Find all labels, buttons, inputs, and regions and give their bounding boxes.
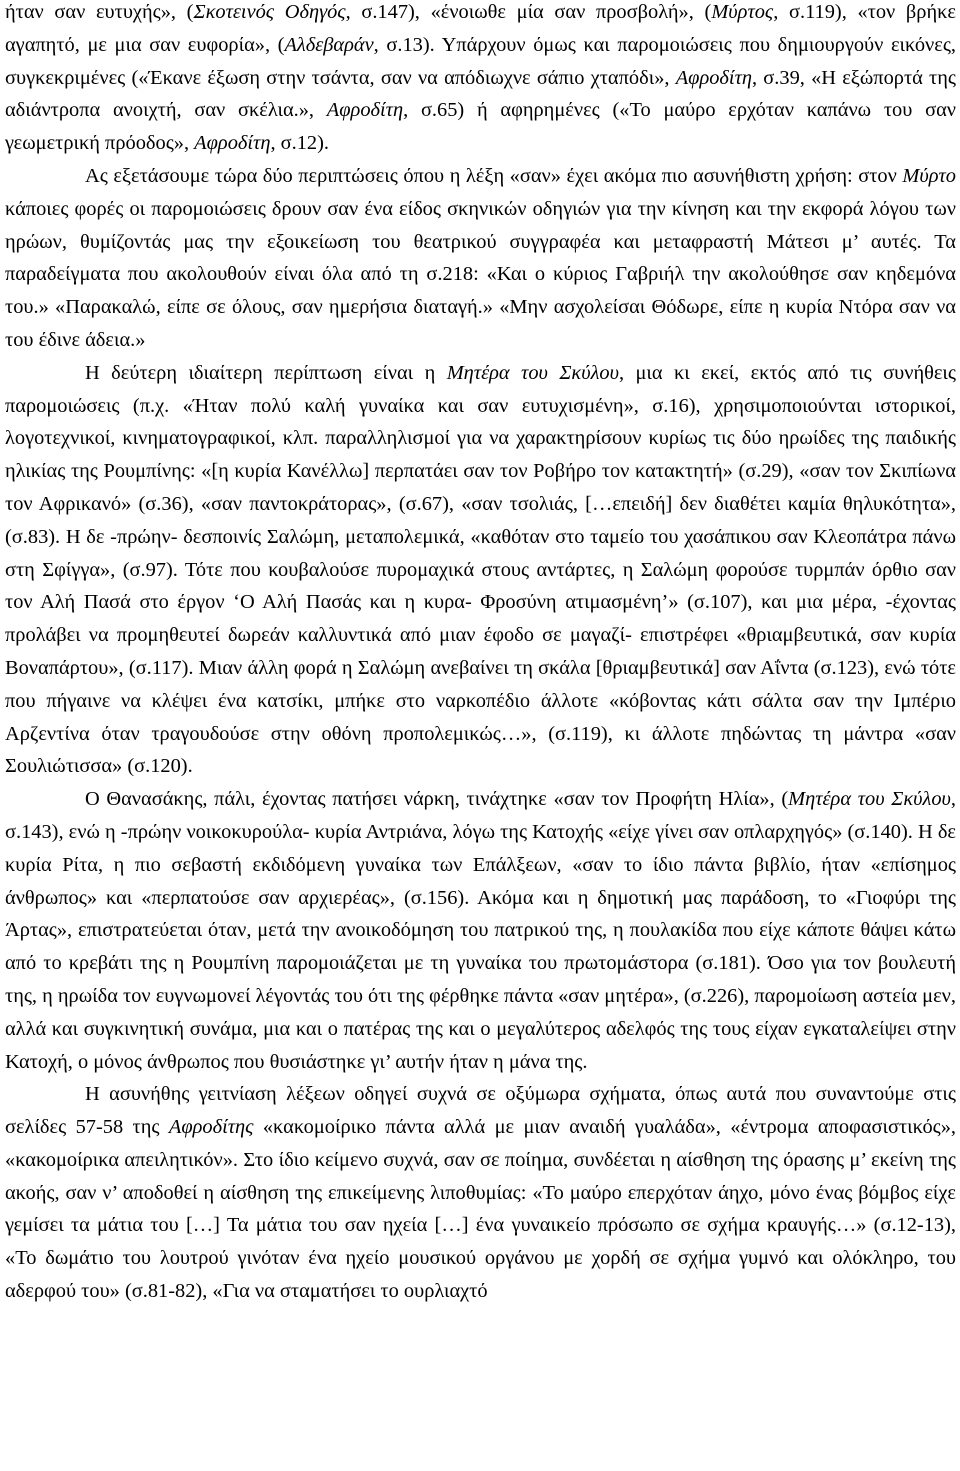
paragraph-text: , σ.143), ενώ η -πρώην νοικοκυρούλα- κυρία Αντριάνα, λόγω της Κατοχής «είχε γίνει σαν οπλαρχηγός» (σ.140). Η δε κυρία Ρίτα, η πιο σεβαστή εκδιδόμενη γυναίκα των Επάλξεων, «σαν το ίδιο πάντα βιβλίο, ήταν «επίσημος άνθρωπος» και «περπατούσε σαν αρχιερέας», (σ.156). Ακόμα και η δημοτική μας παράδοση, το «Γιοφύρι της Άρτας», επιστρατεύεται όταν, μετά την ανοικοδόμηση του πατρικού της, η πουλακίδα που είχε κάποτε θάψει κάτω από το κρεβάτι της η Ρουμπίνη παρομοιάζεται με τη γυναίκα του πρωτομάστορα (σ.181). Όσο για τον βουλευτή της, η ηρωίδα τον ευγνωμονεί λέγοντάς του ότι της φέρθηκε πάντα «σαν μητέρα», (σ.226), παρομοίωση αστεία μεν, αλλά και συγκινητική συνάμα, μια και ο πατέρας της και ο μεγαλύτερος αδελφός της τους είχαν εγκαταλείψει στην Κατοχή, ο μόνος άνθρωπος που θυσιάστηκε γι’ αυτήν ήταν η μάνα της. [5, 788, 956, 1073]
paragraph-text: , σ.13). Υπάρχουν όμως και παρομοιώσεις που δημιουργούν εικόνες, συγκεκριμένες («Έκανε έξωση στην τσάντα, σαν να απόδιωχνε σάπιο χταπόδι», [5, 33, 957, 89]
paragraph-text: «κακομοίρικο πάντα αλλά με μιαν αναιδή γυαλάδα», «έντρομα αποφασιστικός», «κακομοίρικα απειλητικόν». Στο ίδιο κείμενο συχνά, σαν σε ποίημα, συνδέεται η αίσθηση της όρασης μ’ εκείνη της ακοής, σαν ν’ αποδοθεί η αίσθηση της επικείμενης λιποθυμίας: «Το μαύρο επερχόταν άηχο, μόνο ένας βόμβος είχε γεμίσει τα μάτια του […] Τα μάτια του σαν ηχεία […] ένα γυναικείο πρόσωπο σε σχήμα κραυγής…» (σ.12-13), «Το δωμάτιο του λουτρού γινόταν ένα ηχείο μουσικού οργάνου με χορδή σε σχήμα γυμνό και ολόκληρο, του αδερφού του» (σ.81-82), «Για να σταματήσει το ουρλιαχτό [5, 1116, 957, 1303]
paragraph [5, 160, 956, 357]
italic-title-text: Αφροδίτη [194, 132, 271, 155]
italic-title-text: Μητέρα του Σκύλου [788, 788, 951, 811]
paragraph-text: Η δεύτερη ιδιαίτερη περίπτωση είναι η [85, 361, 447, 384]
paragraph-text: Η ασυνήθης γειτνίαση λέξεων οδηγεί συχνά σε οξύμωρα σχήματα, όπως αυτά που συναντούμε στις σελίδες 57-58 της [5, 1083, 956, 1139]
paragraph-text: Ας εξετάσουμε τώρα δύο περιπτώσεις όπου η λέξη «σαν» έχει ακόμα πιο ασυνήθιστη χρήση: στον [85, 164, 903, 187]
paragraph-text: , σ.39, «Η εξώπορτά της αδιάντροπα ανοιχτή, σαν σκέλια.», [5, 66, 956, 122]
italic-title-text: Αφροδίτης [168, 1116, 254, 1139]
paragraph [5, 783, 956, 1078]
paragraph-text: κάποιες φορές οι παρομοιώσεις δρουν σαν ένα είδος σκηνικών οδηγιών για την κίνηση και την εκφορά λόγου των ηρώων, θυμίζοντάς μας την εξοικείωση του θεατρικού συγγραφέα και μεταφραστή Μάτεσι μ’ αυτές. Τα παραδείγματα που ακολουθούν είναι όλα από τη σ.218: «Και ο κύριος Γαβριήλ την ακολούθησε σαν κηδεμόνα του.» «Παρακαλώ, είπε σε όλους, σαν ημερήσια διαταγή.» «Μην ασχολείσαι Θόδωρε, είπε η κυρία Ντόρα σαν να του έδινε άδεια.» [5, 197, 956, 351]
italic-title-text: Αφροδίτη [326, 99, 404, 122]
paragraph [5, 357, 956, 783]
paragraph-text: , σ.65) ή αφηρημένες («Το μαύρο ερχόταν καπάνω του σαν γεωμετρική πρόοδος», [5, 99, 956, 155]
paragraph-text: , σ.119), «τον βρήκε αγαπητό, με μια σαν ευφορία», ( [5, 1, 956, 56]
italic-title-text: Μητέρα του Σκύλου [446, 361, 619, 384]
paragraph [5, 0, 956, 160]
italic-title-text: Μύρτος [711, 1, 774, 23]
paragraph-text: , μια κι εκεί, εκτός από τις συνήθεις παρομοιώσεις (π.χ. «Ήταν πολύ καλή γυναίκα και σαν ευτυχισμένη», σ.16), χρησιμοποιούνται ιστορικοί, λογοτεχνικοί, κινηματογραφικοί, κλπ. παραλληλισμοί για να χαρακτηρίσουν κυρίως τις δύο ηρωίδες της παιδικής ηλικίας της Ρουμπίνης: «[η κυρία Κανέλλω] περπατάει σαν τον Ροβήρο τον κατακτητή» (σ.29), «σαν τον Σκιπίωνα τον Αφρικανό» (σ.36), «σαν παντοκράτορας», (σ.67), «σαν τσολιάς, […επειδή] δεν διαθέτει καμία θηλυκότητα», (σ.83). Η δε -πρώην- δεσποινίς Σαλώμη, μεταπολεμικά, «καθόταν στο ταμείο του χασάπικου σαν Κλεοπάτρα πάνω στη Σφίγγα», (σ.97). Τότε που κουβαλούσε πυρομαχικά στους αντάρτες, η Σαλώμη φορούσε τυρμπάν όρθιο σαν τον Αλή Πασά στο έργον ‘Ο Αλή Πασάς και η κυρα- Φροσύνη ατιμασμένη’» (σ.107), και μια μέρα, -έχοντας προλάβει να προμηθευτεί δωρεάν καλλυντικά από μιαν έφοδο σε μαγαζί- επιστρέφει «θριαμβευτικά, σαν κυρία Βοναπάρτου», (σ.117). Μιαν άλλη φορά η Σαλώμη ανεβαίνει τη σκάλα [θριαμβευτικά] σαν Αΐντα (σ.123), ενώ τότε που πήγαινε να κλέψει ένα κατσίκι, μπήκε στο ναρκοπέδιο άλλοτε «κόβοντας κάτι σάλτα σαν την Ιμπέριο Αρζεντίνα όταν τραγουδούσε στην οθόνη προπολεμικώς…», (σ.119), κι άλλοτε πηδώντας τη μάντρα «σαν Σουλιώτισσα» (σ.120). [5, 361, 956, 778]
paragraph-text: Ο Θανασάκης, πάλι, έχοντας πατήσει νάρκη, τινάχτηκε «σαν τον Προφήτη Ηλία», ( [85, 788, 789, 811]
italic-title-text: Αλδεβαράν [284, 33, 374, 56]
italic-title-text: Μύρτο [902, 164, 956, 187]
italic-title-text: Αφροδίτη [675, 66, 752, 89]
italic-title-text: Σκοτεινός Οδηγός [193, 1, 346, 23]
paragraph-text: , σ.147), «ένοιωθε μία σαν προσβολή», ( [345, 1, 712, 23]
paragraph-text: ήταν σαν ευτυχής», ( [5, 1, 194, 23]
paragraph [5, 1078, 956, 1308]
paragraph-text: , σ.12). [270, 132, 330, 155]
